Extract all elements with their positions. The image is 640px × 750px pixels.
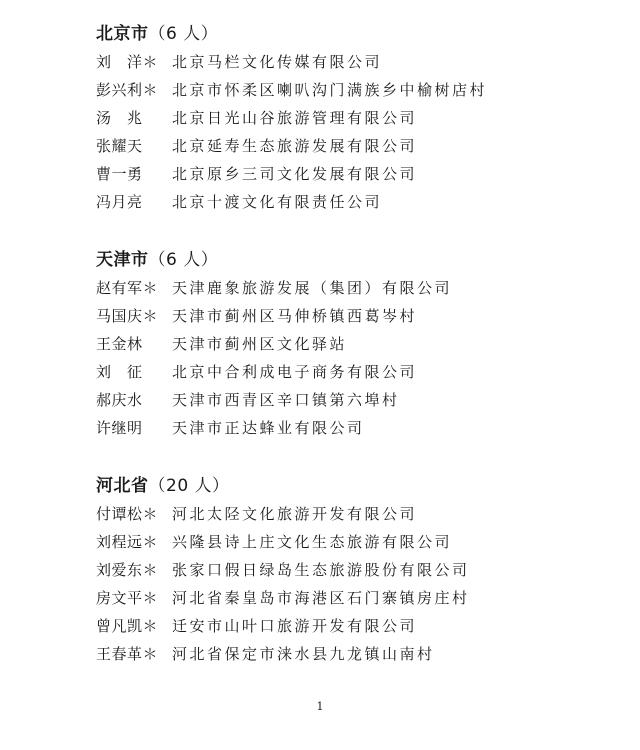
organization-name: 张家口假日绿岛生态旅游股份有限公司	[172, 561, 470, 579]
organization-name: 天津鹿象旅游发展（集团）有限公司	[172, 279, 453, 297]
organization-name: 河北太陉文化旅游开发有限公司	[172, 505, 418, 523]
list-item	[96, 386, 596, 414]
list-item	[96, 104, 596, 132]
section-tianjin	[96, 246, 596, 442]
person-name: 马国庆＊	[96, 307, 159, 325]
person-name: 刘程远＊	[96, 533, 159, 551]
person-name: 冯月亮	[96, 193, 143, 211]
list-item	[96, 556, 596, 584]
list-item	[96, 160, 596, 188]
organization-name: 兴隆县诗上庄文化生态旅游有限公司	[172, 533, 453, 551]
section-hebei	[96, 472, 596, 668]
section-title	[96, 246, 596, 274]
list-item	[96, 358, 596, 386]
list-item	[96, 274, 596, 302]
region-name: 北京市	[96, 24, 149, 44]
section-title	[96, 472, 596, 500]
list-item	[96, 612, 596, 640]
person-name: 郝庆水	[96, 391, 143, 409]
list-item	[96, 414, 596, 442]
organization-name: 天津市正达蜂业有限公司	[172, 419, 365, 437]
section-title	[96, 20, 596, 48]
person-name: 张耀天	[96, 137, 143, 155]
person-name: 曹一勇	[96, 165, 143, 183]
region-count: （6 人）	[148, 250, 219, 270]
person-name: 付谭松＊	[96, 505, 159, 523]
organization-name: 北京原乡三司文化发展有限公司	[172, 165, 418, 183]
list-item	[96, 48, 596, 76]
person-name: 刘爱东＊	[96, 561, 159, 579]
page-number: 1	[316, 700, 324, 713]
person-name: 许继明	[96, 419, 143, 437]
list-item	[96, 76, 596, 104]
organization-name: 天津市西青区辛口镇第六埠村	[172, 391, 400, 409]
organization-name: 河北省秦皇岛市海港区石门寨镇房庄村	[172, 589, 470, 607]
region-name: 河北省	[96, 476, 149, 496]
person-name: 王金林	[96, 335, 143, 353]
region-count: （20 人）	[148, 476, 230, 496]
organization-name: 天津市蓟州区马伸桥镇西葛岑村	[172, 307, 418, 325]
person-name: 房文平＊	[96, 589, 159, 607]
list-item	[96, 528, 596, 556]
organization-name: 迁安市山叶口旅游开发有限公司	[172, 617, 418, 635]
person-name: 曾凡凯＊	[96, 617, 159, 635]
organization-name: 北京市怀柔区喇叭沟门满族乡中榆树店村	[172, 81, 488, 99]
list-item	[96, 640, 596, 668]
organization-name: 河北省保定市涞水县九龙镇山南村	[172, 645, 435, 663]
organization-name: 北京马栏文化传媒有限公司	[172, 53, 383, 71]
person-name: 刘 征	[96, 363, 143, 381]
section-beijing	[96, 20, 596, 216]
list-item	[96, 584, 596, 612]
list-item	[96, 132, 596, 160]
person-name: 王春革＊	[96, 645, 159, 663]
list-item	[96, 330, 596, 358]
organization-name: 北京十渡文化有限责任公司	[172, 193, 383, 211]
organization-name: 北京中合利成电子商务有限公司	[172, 363, 418, 381]
person-name: 赵有军＊	[96, 279, 159, 297]
person-name: 汤 兆	[96, 109, 143, 127]
region-count: （6 人）	[148, 24, 219, 44]
list-item	[96, 500, 596, 528]
person-name: 刘 洋＊	[96, 53, 159, 71]
list-item	[96, 302, 596, 330]
organization-name: 北京延寿生态旅游发展有限公司	[172, 137, 418, 155]
organization-name: 北京日光山谷旅游管理有限公司	[172, 109, 418, 127]
region-name: 天津市	[96, 250, 149, 270]
person-name: 彭兴利＊	[96, 81, 159, 99]
organization-name: 天津市蓟州区文化驿站	[172, 335, 348, 353]
list-item	[96, 188, 596, 216]
